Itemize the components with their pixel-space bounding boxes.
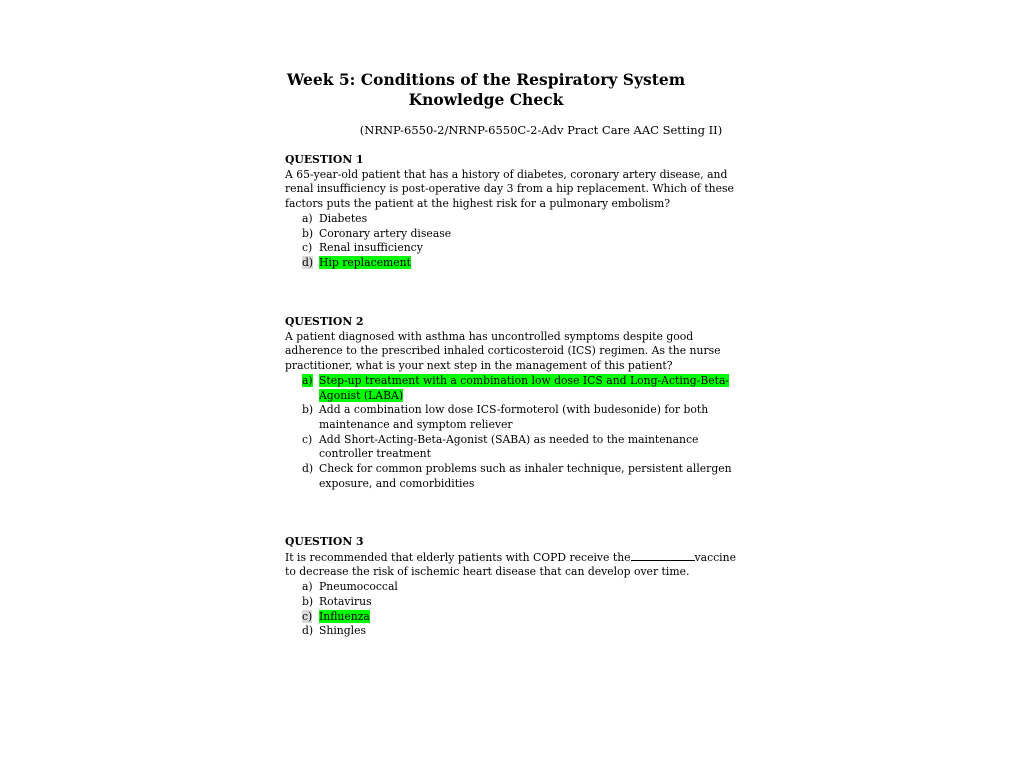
option-letter: c) (302, 241, 313, 255)
option-a-correct (285, 374, 740, 403)
question-heading: QUESTION 1 (285, 153, 364, 166)
question-text: A 65-year-old patient that has a history of diabetes, coronary artery disease, and renal insufficiency is post-operative day 3 from a hip replacement. Which of these factors puts the patient at the highest risk for a pulmonary embolism? (285, 167, 734, 211)
highlighted-answer: Hip replacement (319, 255, 411, 269)
question-text: A patient diagnosed with asthma has uncontrolled symptoms despite good adherence to the prescribed inhaled corticosteroid (ICS) regimen. As the nurse practitioner, what is your next step in the management of this patient? (285, 329, 721, 373)
answer-options (285, 374, 740, 492)
question-1 (285, 153, 740, 271)
option-text: Check for common problems such as inhaler technique, persistent allergen exposure, and comorbidities (319, 462, 732, 490)
highlighted-answer: Step-up treatment with a combination low dose ICS and Long-Acting-Beta-Agonist (LABA) (319, 373, 730, 402)
option-text: Add Short-Acting-Beta-Agonist (SABA) as needed to the maintenance controller treatment (319, 432, 699, 461)
option-letter: d) (302, 462, 314, 476)
option-c (285, 433, 740, 462)
option-letter: a) (302, 580, 313, 594)
option-letter: d) (302, 624, 314, 638)
option-letter: c) (302, 432, 313, 446)
option-letter: a) (302, 211, 313, 225)
question-text-after: vaccine to decrease the risk of ischemic heart disease that can develop over time. (285, 550, 736, 579)
option-d (285, 624, 740, 639)
option-text: Renal insufficiency (319, 241, 423, 255)
course-code: (NRNP-6550-2/NRNP-6550C-2-Adv Pract Care AAC Setting II) (359, 123, 723, 137)
option-letter: a) (302, 373, 313, 387)
option-text: Pneumococcal (319, 580, 398, 594)
option-letter: d) (302, 255, 314, 269)
option-c-correct (285, 610, 740, 625)
document-title: Week 5: Conditions of the Respiratory System (286, 70, 686, 89)
question-3 (285, 535, 740, 639)
option-text: Diabetes (319, 211, 368, 225)
option-b (285, 227, 740, 242)
answer-options (285, 212, 740, 271)
question-text-before: It is recommended that elderly patients with COPD receive the (285, 550, 631, 564)
option-text: Add a combination low dose ICS-formoterol (with budesonide) for both maintenance and symptom reliever (319, 403, 709, 431)
option-a (285, 212, 740, 227)
option-letter: b) (302, 226, 314, 240)
option-c (285, 241, 740, 256)
option-d (285, 462, 740, 491)
highlighted-answer: Influenza (319, 609, 370, 623)
option-letter: b) (302, 594, 314, 608)
option-text: Rotavirus (319, 594, 372, 608)
option-text: Shingles (319, 624, 367, 638)
option-letter: b) (302, 403, 314, 417)
question-text (285, 550, 740, 580)
option-b (285, 403, 740, 432)
option-letter: c) (302, 609, 313, 623)
option-a (285, 580, 740, 595)
question-heading: QUESTION 2 (285, 315, 364, 328)
document-subtitle-heading: Knowledge Check (408, 90, 564, 109)
question-2 (285, 315, 740, 491)
fill-in-blank (631, 550, 695, 561)
option-text: Coronary artery disease (319, 226, 452, 240)
option-b (285, 595, 740, 610)
answer-options (285, 580, 740, 639)
option-d-correct (285, 256, 740, 271)
question-heading: QUESTION 3 (285, 535, 364, 548)
